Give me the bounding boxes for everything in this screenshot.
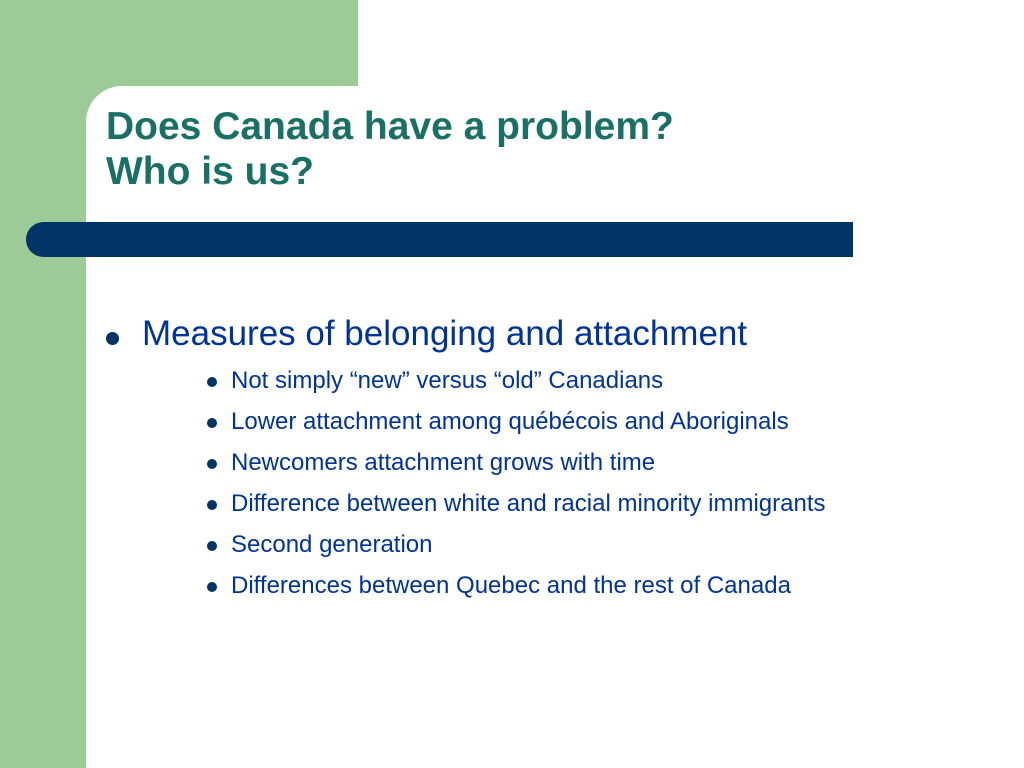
bullet-dot-icon — [207, 377, 217, 387]
sub-bullet-text: Second generation — [231, 531, 433, 558]
bullet-dot-icon — [207, 541, 217, 551]
main-bullet-text: Measures of belonging and attachment — [142, 314, 748, 353]
sub-bullet-text: Newcomers attachment grows with time — [231, 449, 656, 476]
sub-bullet-text: Differences between Quebec and the rest of Canada — [231, 572, 791, 599]
sub-bullet-text: Lower attachment among québécois and Aboriginals — [231, 408, 789, 435]
title-line-1: Does Canada have a problem? — [106, 105, 674, 148]
bullet-dot-icon — [106, 332, 119, 345]
sub-bullet-text: Not simply “new” versus “old” Canadians — [231, 367, 664, 394]
bullet-dot-icon — [207, 459, 217, 469]
sub-bullet-text: Difference between white and racial minority immigrants — [231, 490, 826, 517]
bullet-dot-icon — [207, 418, 217, 428]
slide-title — [106, 104, 674, 194]
bullet-dot-icon — [207, 500, 217, 510]
bullet-dot-icon — [207, 582, 217, 592]
title-line-2: Who is us? — [106, 150, 314, 193]
title-underline-bar — [26, 222, 853, 257]
